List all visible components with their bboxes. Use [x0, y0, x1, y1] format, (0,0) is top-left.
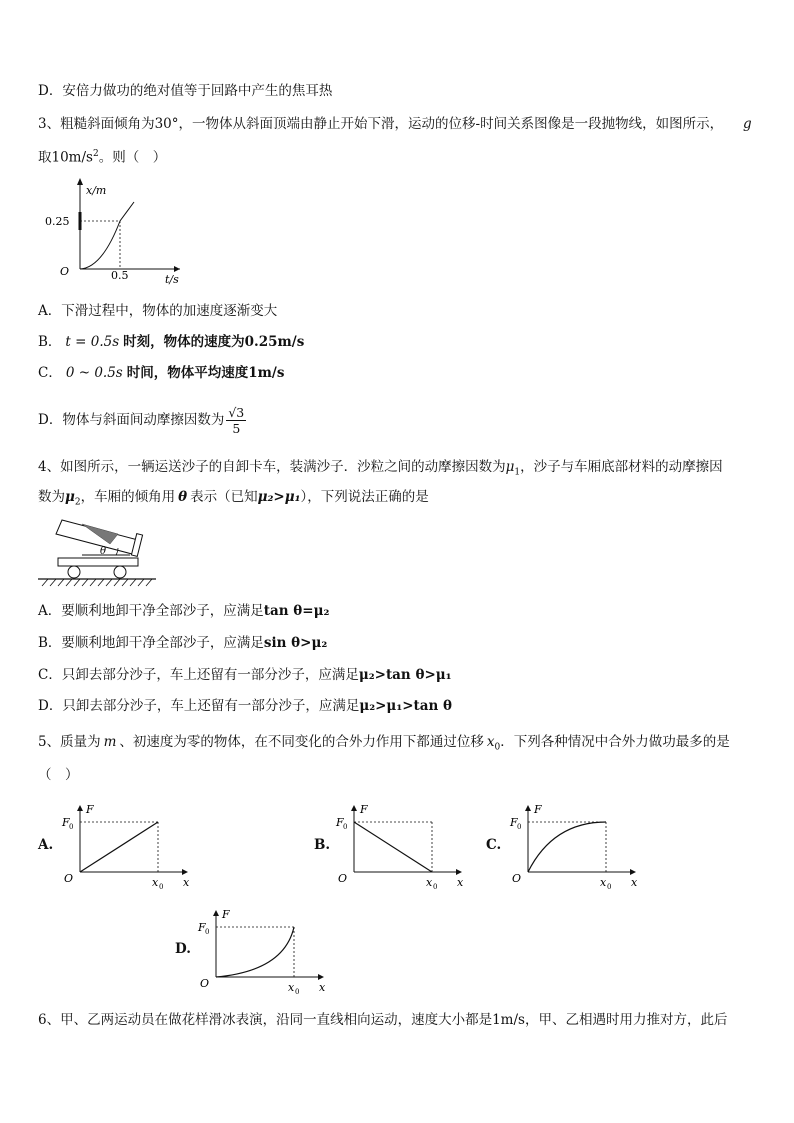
q4-stem-text-2: ，沙子与车厢底部材料的动摩擦因	[520, 459, 723, 475]
x0-subscript: 0	[295, 988, 300, 996]
q3-fraction-numerator: √3	[228, 405, 245, 420]
x0-label: x	[600, 876, 607, 889]
q4-wheel-front	[114, 566, 126, 578]
q5-option-a-label: A.	[38, 837, 54, 853]
q4-mu2: μ	[65, 489, 75, 505]
f-axis-label: F	[360, 803, 368, 816]
q4-stem-text-1: 4、如图所示，一辆运送沙子的自卸卡车，装满沙子．沙粒之间的动摩擦因数为	[38, 459, 506, 475]
q4-option-c	[38, 666, 452, 684]
f0-label: F	[336, 816, 344, 829]
q4-stem-text-4: ，车厢的倾角用	[80, 489, 176, 505]
f-axis-label: F	[222, 908, 230, 921]
x0-label: x	[426, 876, 433, 889]
q3-option-b-text: 时刻，物体的速度为0.25m/s	[123, 334, 305, 350]
x-axis-label: x	[183, 876, 190, 889]
x-axis-label: x	[457, 876, 464, 889]
q3-option-b-math: t = 0.5s	[65, 334, 120, 350]
q4-option-b	[38, 634, 327, 652]
x0-label: x	[288, 981, 295, 994]
f0-subscript: 0	[69, 823, 74, 831]
q4-option-d-condition: μ₂>μ₁>tan θ	[359, 698, 453, 714]
force-curve	[80, 822, 158, 872]
q3-x-tick-label: 0.5	[111, 269, 129, 282]
q5-graph-d	[196, 905, 332, 997]
q3-option-d-text: D．物体与斜面间动摩擦因数为	[38, 412, 225, 428]
q3-fraction-denominator: 5	[232, 421, 241, 436]
q3-option-d	[38, 401, 246, 439]
q6-stem: 6、甲、乙两运动员在做花样滑冰表演，沿同一直线相向运动，速度大小都是1m/s，甲、乙相遇时用力推对方，此后	[38, 1012, 728, 1028]
q4-condition: μ₂>μ₁	[257, 489, 301, 505]
q5-stem-line1	[38, 733, 730, 757]
q4-option-a	[38, 602, 329, 620]
q5-graph-a	[60, 800, 196, 892]
x0-subscript: 0	[607, 883, 612, 891]
q5-option-c-label: C.	[486, 837, 502, 853]
q5-stem-text-1: 5、质量为	[38, 734, 101, 750]
x-axis-arrow	[318, 974, 324, 980]
q3-g-symbol: g	[743, 116, 752, 132]
q3-stem-line1	[38, 115, 758, 133]
q4-option-c-text: C．只卸去部分沙子，车上还留有一部分沙子，应满足	[38, 667, 359, 683]
q4-truck-chassis	[58, 558, 138, 566]
q4-option-b-text: B．要顺利地卸干净全部沙子，应满足	[38, 635, 264, 651]
q3-option-a: A．下滑过程中，物体的加速度逐渐变大	[38, 303, 278, 319]
q5-stem-text-2: 、初速度为零的物体，在不同变化的合外力作用下都通过位移	[119, 734, 484, 750]
q3-option-c-text: 时间，物体平均速度1m/s	[126, 365, 285, 381]
q2-option-d: D．安倍力做功的绝对值等于回路中产生的焦耳热	[38, 83, 333, 99]
q5-option-d-label: D.	[175, 941, 191, 957]
q5-stem-text-3: ．下列各种情况中合外力做功最多的是	[500, 734, 730, 750]
q5-answer-paren: （ ）	[38, 767, 79, 783]
origin-label: O	[200, 977, 210, 990]
f-axis-label: F	[86, 803, 94, 816]
force-curve	[354, 822, 432, 872]
q5-option-b-label: B.	[314, 837, 331, 853]
f-axis-arrow	[77, 805, 83, 811]
q3-stem-line2	[38, 145, 166, 167]
q3-option-c	[38, 364, 284, 382]
q3-option-c-math: 0 ~ 0.5s	[65, 365, 123, 381]
q4-wheel-rear	[68, 566, 80, 578]
q4-stem-line2: 数为$\mu_2$，车厢的倾角用 θ 表示（已知μ₂>μ₁），下列说法正确的是	[38, 489, 429, 508]
q4-theta: θ	[178, 489, 188, 505]
q4-ground-hatching	[42, 579, 152, 586]
q3-x-axis-label: t/s	[165, 273, 179, 286]
x0-subscript: 0	[159, 883, 164, 891]
f-axis-arrow	[525, 805, 531, 811]
q4-dump-truck-figure	[38, 512, 158, 590]
q3-option-d-fraction	[226, 405, 246, 436]
x0-label: x	[152, 876, 159, 889]
q4-truck-bed	[56, 520, 138, 554]
q3-parabola-curve	[80, 202, 134, 269]
q4-option-d-text: D．只卸去部分沙子，车上还留有一部分沙子，应满足	[38, 698, 360, 714]
q3-option-b	[38, 333, 304, 351]
q3-stem-end: 。则（ ）	[98, 149, 167, 166]
x-axis-arrow	[456, 869, 462, 875]
q3-t-axis-arrow	[174, 266, 180, 272]
q4-truck-theta: θ	[100, 546, 107, 557]
force-curve	[216, 927, 294, 977]
f0-label: F	[198, 921, 206, 934]
f0-label: F	[62, 816, 70, 829]
f-axis-arrow	[351, 805, 357, 811]
x-axis-arrow	[182, 869, 188, 875]
f0-subscript: 0	[343, 823, 348, 831]
q5-x0-symbol: x	[486, 734, 495, 750]
q3-g-exponent: 2	[92, 149, 99, 159]
q5-graph-c	[508, 800, 644, 892]
q5-mass-symbol: m	[103, 734, 117, 750]
q4-option-d	[38, 697, 452, 715]
q4-stem-line1: 4、如图所示，一辆运送沙子的自卸卡车，装满沙子．沙粒之间的动摩擦因数为$\mu_1$，沙子与车厢底部材料的动摩擦因	[38, 459, 723, 478]
origin-label: O	[512, 872, 522, 885]
q3-g-value: 取10m/s	[38, 149, 93, 166]
q3-origin-label: O	[60, 265, 70, 278]
q5-x0-subscript: 0	[494, 742, 501, 753]
q4-stem-text-6: ），下列说法正确的是	[300, 489, 429, 505]
q4-option-a-condition: tan θ=μ₂	[263, 603, 330, 619]
q3-x-axis-arrow	[77, 178, 83, 185]
x-axis-label: x	[319, 981, 326, 994]
origin-label: O	[338, 872, 348, 885]
q4-option-c-condition: μ₂>tan θ>μ₁	[358, 667, 452, 683]
x-axis-label: x	[631, 876, 638, 889]
q3-stem-text: 3、粗糙斜面倾角为30°，一物体从斜面顶端由静止开始下滑，运动的位移-时间关系图像是一段抛物线，如图所示，	[38, 116, 724, 132]
f-axis-label: F	[534, 803, 542, 816]
x-axis-arrow	[630, 869, 636, 875]
q3-displacement-time-graph	[40, 172, 190, 287]
q4-option-b-condition: sin θ>μ₂	[263, 635, 328, 651]
q4-stem-text-3: 数为	[38, 489, 65, 505]
q3-y-axis-label: x/m	[86, 184, 107, 197]
q3-option-b-label: B．	[38, 334, 62, 350]
f0-label: F	[510, 816, 518, 829]
f-axis-arrow	[213, 910, 219, 916]
f0-subscript: 0	[205, 928, 210, 936]
x0-subscript: 0	[433, 883, 438, 891]
q4-mu1: μ	[505, 459, 515, 475]
q3-option-c-label: C．	[38, 365, 62, 381]
f0-subscript: 0	[517, 823, 522, 831]
origin-label: O	[64, 872, 74, 885]
q3-y-tick-label: 0.25	[45, 215, 70, 228]
force-curve	[528, 822, 606, 872]
q5-graph-b	[334, 800, 470, 892]
q4-stem-text-5: 表示（已知	[190, 489, 258, 505]
q4-option-a-text: A．要顺利地卸干净全部沙子，应满足	[38, 603, 264, 619]
